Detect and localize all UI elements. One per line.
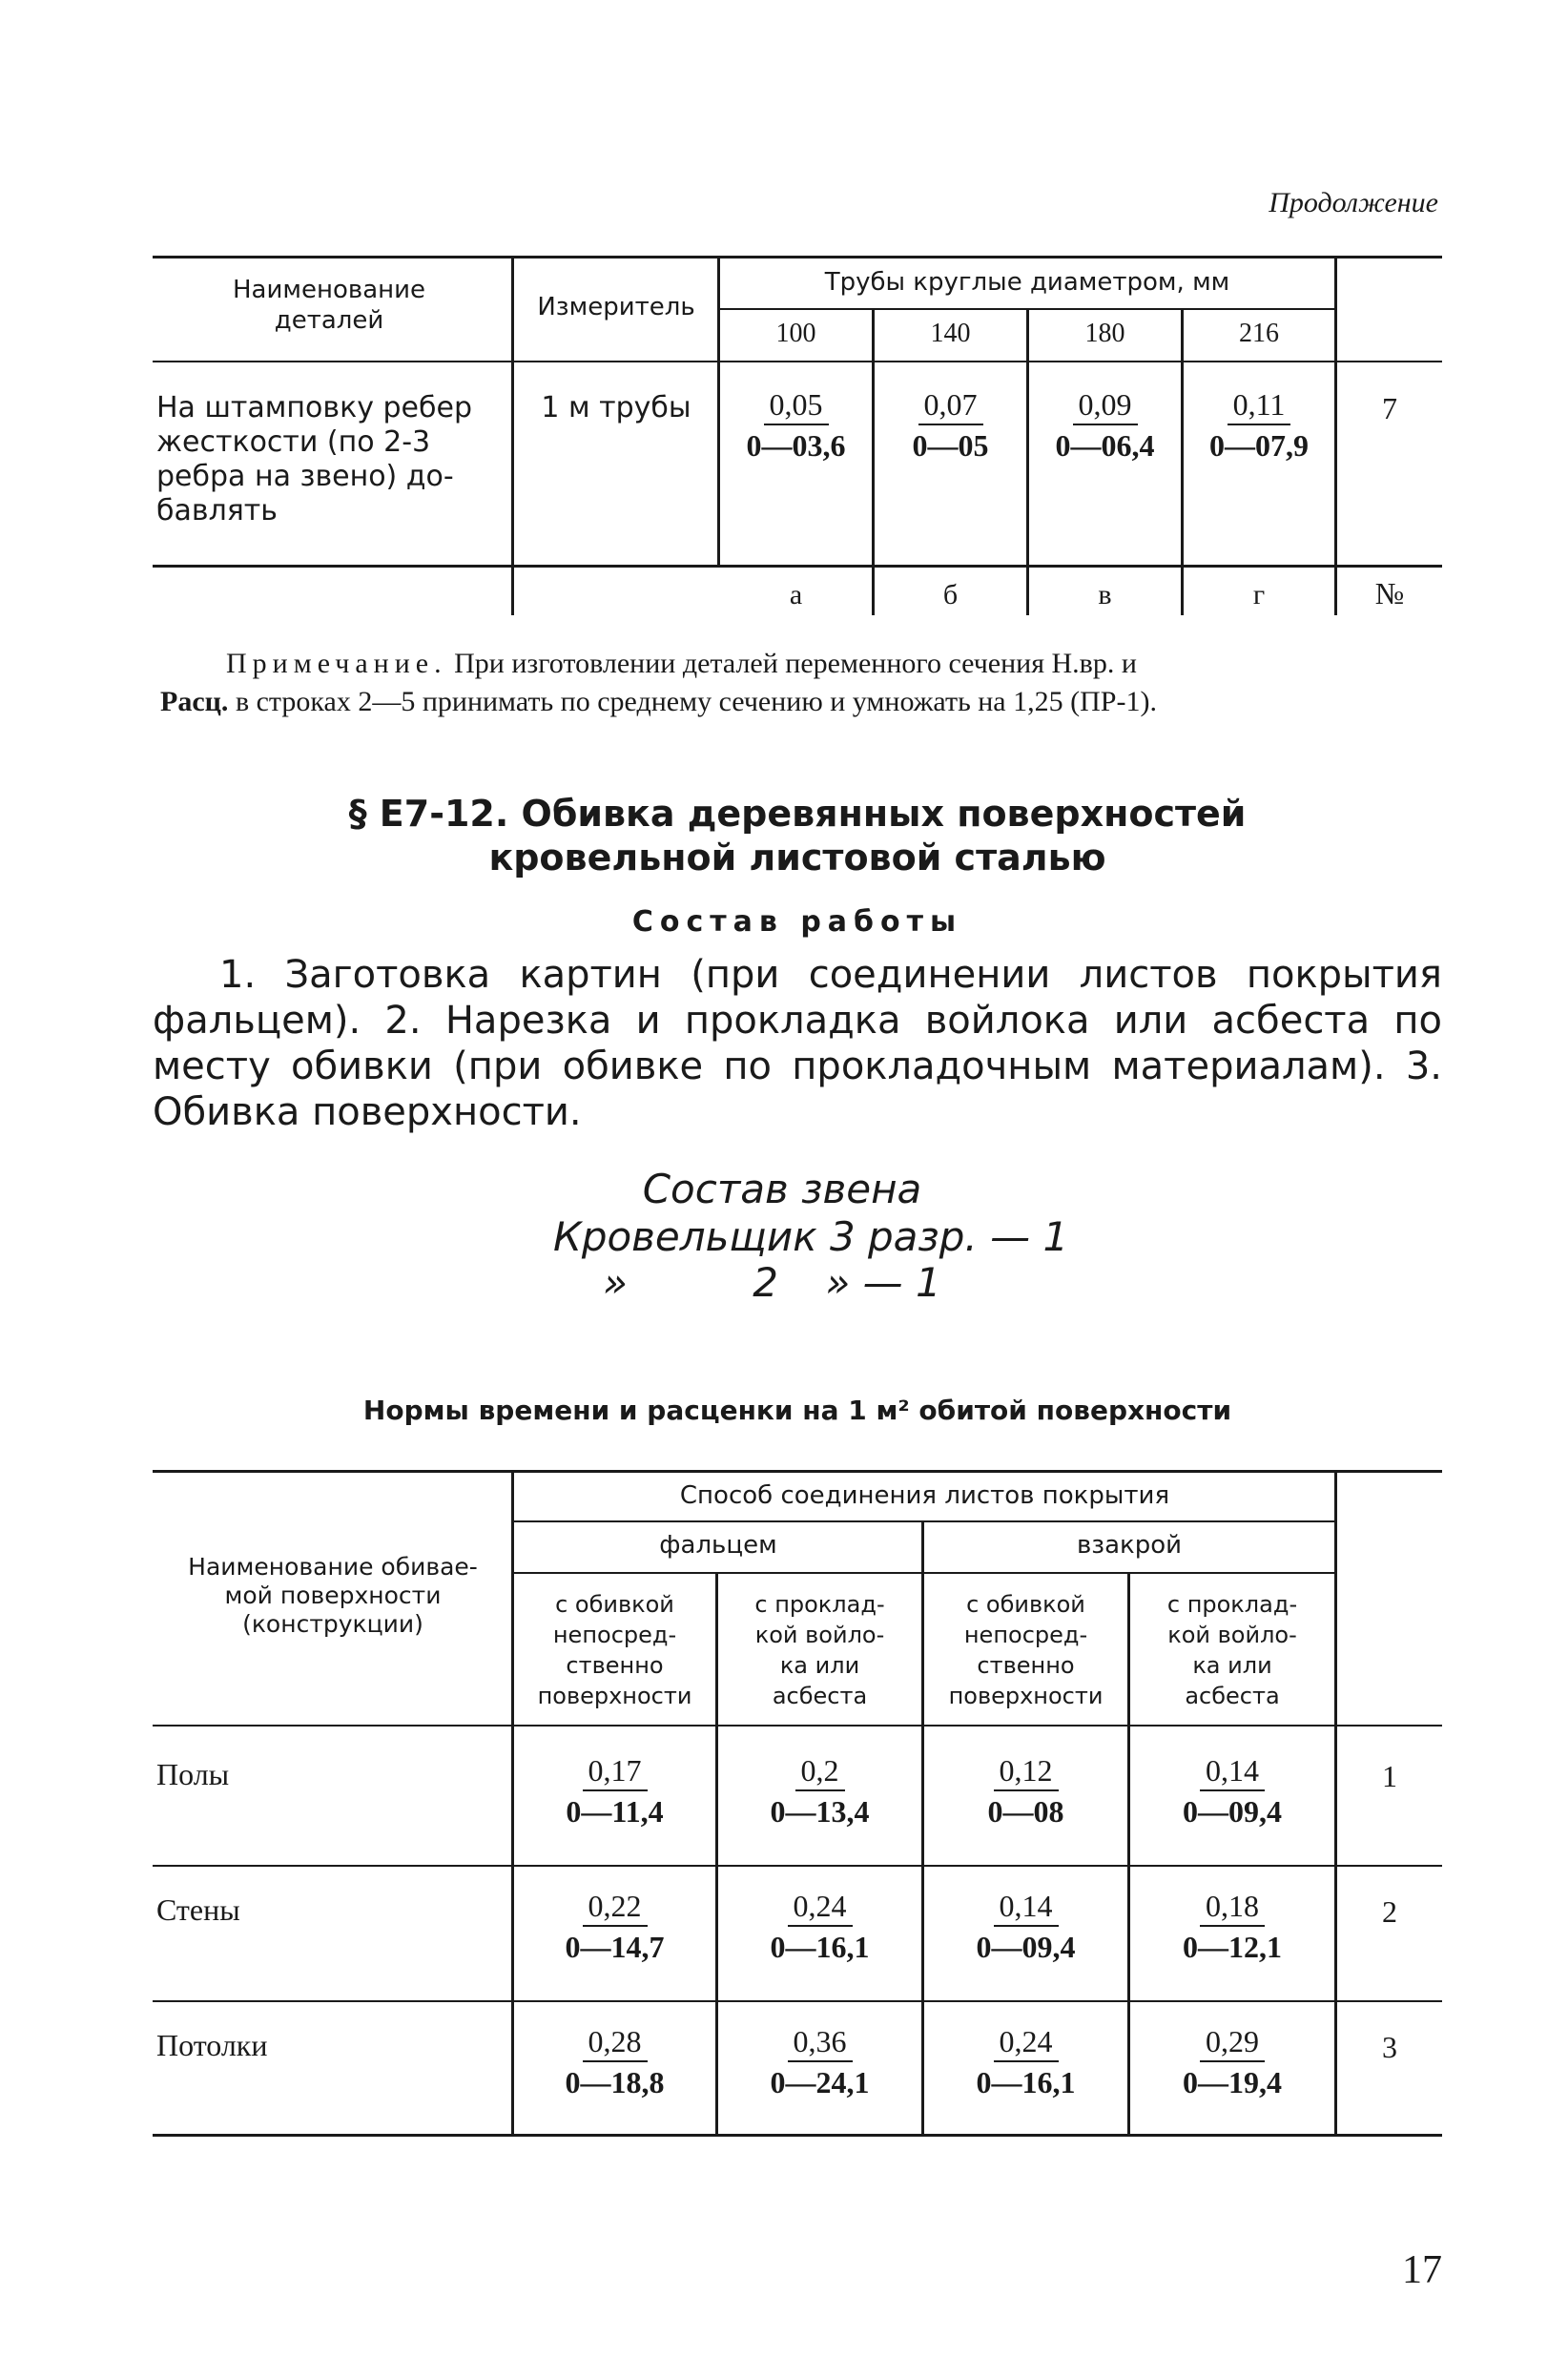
diameter-216: 216 — [1239, 319, 1279, 348]
table1-row-name: На штамповку ребер жесткости (по 2-3 ребра на звено) до- бавлять — [156, 391, 472, 527]
row-value: $\frac{0,24}{0—16,1}$ — [770, 1889, 870, 1964]
table1-row-number: 7 — [1382, 391, 1397, 425]
crew-heading: Состав звена — [642, 1166, 922, 1212]
letter-a: а — [789, 579, 803, 610]
row-name: Полы — [156, 1757, 230, 1791]
row-value: $\frac{0,14}{0—09,4}$ — [976, 1889, 1076, 1964]
row-value: $\frac{0,2}{0—13,4}$ — [770, 1753, 870, 1829]
crew-line1: Кровельщик 3 разр. — 1 — [553, 1213, 1069, 1260]
subcol-falc-direct: с обивкой непосред- ственно поверхности — [537, 1591, 692, 1709]
row-value: $\frac{0,29}{0—19,4}$ — [1183, 2024, 1282, 2099]
page-number: 17 — [1402, 2248, 1442, 2292]
table1-value-100: $\frac{0,05}{0—03,6}$ — [746, 387, 846, 463]
row-value: $\frac{0,17}{0—11,4}$ — [566, 1753, 664, 1829]
table1-value-180: $\frac{0,09}{0—06,4}$ — [1055, 387, 1155, 463]
row-name: Стены — [156, 1892, 240, 1927]
table2-col-name: Наименование обивае- мой поверхности (конструкции) — [188, 1553, 478, 1638]
row-name: Потолки — [156, 2028, 268, 2062]
work-description: 1. Заготовка картин (при соединении листов покрытия фальцем). 2. Нарезка и прокладка войлока или асбеста по месту обивки (при обивке по прокладочным материалам). 3. Обивка поверхности. — [153, 953, 1442, 1134]
letter-v: в — [1098, 579, 1112, 610]
work-heading: Состав работы — [631, 905, 963, 939]
diameter-140: 140 — [930, 319, 971, 348]
crew-line2: » 2 » — 1 — [603, 1259, 941, 1306]
subcol-falc-pad: с проклад- кой войло- ка или асбеста — [754, 1591, 885, 1709]
table1-col-pipes: Трубы круглые диаметром, мм — [824, 268, 1230, 297]
diameter-100: 100 — [775, 319, 816, 348]
subcol-vzakroy-direct: с обивкой непосред- ственно поверхности — [948, 1591, 1104, 1709]
table1-value-140: $\frac{0,07}{0—05}$ — [912, 387, 989, 463]
table1-col-name: Наименование деталей — [232, 276, 426, 335]
row-number: 2 — [1382, 1894, 1397, 1929]
table2-vzakroy: взакрой — [1076, 1531, 1183, 1560]
row-value: $\frac{0,24}{0—16,1}$ — [976, 2024, 1076, 2099]
letter-b: б — [942, 579, 959, 610]
table2-falc: фальцем — [659, 1531, 777, 1560]
row-value: $\frac{0,22}{0—14,7}$ — [565, 1889, 665, 1964]
table2-method: Способ соединения листов покрытия — [679, 1481, 1170, 1510]
diameter-180: 180 — [1084, 319, 1125, 348]
subcol-vzakroy-pad: с проклад- кой войло- ка или асбеста — [1166, 1591, 1298, 1709]
letter-g: г — [1252, 579, 1266, 610]
row-value: $\frac{0,18}{0—12,1}$ — [1183, 1889, 1282, 1964]
number-sign: № — [1374, 576, 1405, 610]
row-number: 1 — [1382, 1759, 1397, 1793]
row-value: $\frac{0,36}{0—24,1}$ — [770, 2024, 870, 2099]
row-value: $\frac{0,12}{0—08}$ — [987, 1753, 1064, 1829]
section-title: § Е7-12. Обивка деревянных поверхностей кровельной листовой сталью — [348, 793, 1247, 879]
row-number: 3 — [1382, 2030, 1397, 2064]
row-value: $\frac{0,28}{0—18,8}$ — [565, 2024, 665, 2099]
table-note: Примечание. При изготовлении деталей переменного сечения Н.вр. и — [226, 648, 1137, 679]
continuation-label: Продолжение — [1269, 187, 1438, 218]
table-note-line2: Расц. в строках 2—5 принимать по среднему сечению и умножать на 1,25 (ПР-1). — [160, 686, 1157, 717]
table2-caption: Нормы времени и расценки на 1 м² обитой поверхности — [362, 1395, 1232, 1426]
row-value: $\frac{0,14}{0—09,4}$ — [1183, 1753, 1282, 1829]
table1-value-216: $\frac{0,11}{0—07,9}$ — [1209, 387, 1309, 463]
table1-row-unit: 1 м трубы — [541, 391, 691, 424]
table1-col-unit: Измеритель — [537, 293, 695, 321]
